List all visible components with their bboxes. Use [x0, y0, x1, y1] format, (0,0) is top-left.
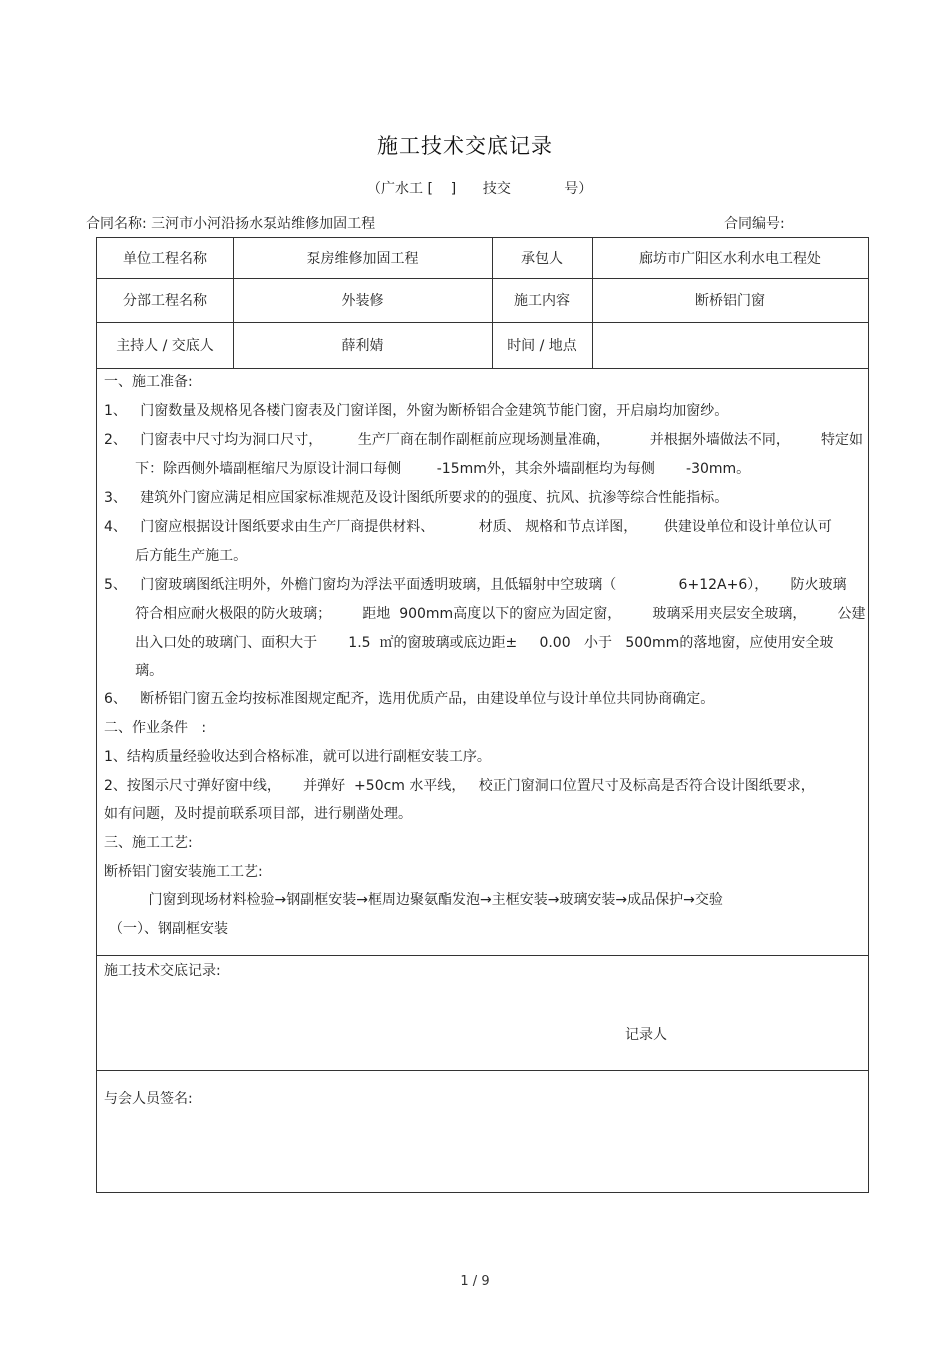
recorder-label: 记录人 [625, 1027, 667, 1043]
table-divider [97, 368, 868, 369]
content-line: 后方能生产施工。 [104, 548, 248, 564]
unit-project-value: 泵房维修加固工程 [306, 251, 419, 267]
content-line: 一、施工准备: [104, 374, 193, 390]
content-line: 璃。 [104, 663, 164, 679]
sub-project-label: 分部工程名称 [123, 293, 207, 309]
content-line: 5、 门窗玻璃图纸注明外，外檐门窗均为浮法平面透明玻璃，且低辐射中空玻璃（ 6+12A+6）， 防火玻璃 [104, 577, 847, 593]
contractor-label: 承包人 [521, 251, 563, 267]
content-line: 1、 门窗数量及规格见各楼门窗表及门窗详图，外窗为断桥铝合金建筑节能门窗，开启扇均加窗纱。 [104, 403, 729, 419]
contract-number: 合同编号: [724, 216, 785, 232]
table-divider [97, 1070, 868, 1071]
construction-content-value: 断桥铝门窗 [695, 293, 765, 309]
table-divider [97, 955, 868, 956]
contract-name: 合同名称: 三河市小河沿扬水泵站维修加固工程 [86, 216, 376, 232]
content-line: 二、作业条件 : [104, 720, 207, 736]
time-place-value [592, 322, 868, 368]
page-number: 1 / 9 [460, 1274, 490, 1289]
content-line: 3、 建筑外门窗应满足相应国家标准规范及设计图纸所要求的的强度、抗风、抗渗等综合性能指标。 [104, 490, 729, 506]
contractor-value: 廊坊市广阳区水利水电工程处 [639, 251, 821, 267]
content-line: 下：除西侧外墙副框缩尺为原设计洞口每侧 -15mm外，其余外墙副框均为每侧 -30mm。 [104, 461, 751, 477]
content-line: 如有问题，及时提前联系项目部，进行剔凿处理。 [104, 806, 412, 822]
record-section-label: 施工技术交底记录: [104, 963, 221, 979]
unit-project-label: 单位工程名称 [123, 251, 207, 267]
content-line: 符合相应耐火极限的防火玻璃； 距地 900mm高度以下的窗应为固定窗， 玻璃采用夹层安全玻璃， 公建 [104, 606, 866, 622]
record-table [96, 237, 869, 1193]
host-value: 薛利婧 [341, 338, 384, 354]
content-line: 1、结构质量经验收达到合格标准，就可以进行副框安装工序。 [104, 749, 491, 765]
construction-content-label: 施工内容 [514, 293, 570, 309]
content-line: （一）、钢副框安装 [109, 921, 228, 937]
attendee-signature-label: 与会人员签名: [104, 1091, 193, 1107]
sub-project-value: 外装修 [341, 293, 384, 309]
content-line: 断桥铝门窗安装施工工艺: [104, 864, 263, 880]
host-label: 主持人 / 交底人 [116, 338, 214, 354]
content-line: 三、施工工艺: [104, 835, 193, 851]
document-subtitle: （广水工 [ ] 技交 号） [367, 181, 593, 197]
content-line: 4、 门窗应根据设计图纸要求由生产厂商提供材料、 材质、 规格和节点详图， 供建设单位和设计单位认可 [104, 519, 832, 535]
time-place-label: 时间 / 地点 [507, 338, 577, 354]
content-line: 2、 门窗表中尺寸均为洞口尺寸， 生产厂商在制作副框前应现场测量准确， 并根据外墙做法不同， 特定如 [104, 432, 864, 448]
document-title: 施工技术交底记录 [377, 134, 553, 158]
content-line: 6、 断桥铝门窗五金均按标准图规定配齐，选用优质产品，由建设单位与设计单位共同协商确定。 [104, 691, 715, 707]
content-line: 门窗到现场材料检验→钢副框安装→框周边聚氨酯发泡→主框安装→玻璃安装→成品保护→交验 [104, 892, 723, 908]
content-line: 2、按图示尺寸弹好窗中线， 并弹好 +50cm 水平线， 校正门窗洞口位置尺寸及标高是否符合设计图纸要求， [104, 778, 815, 794]
content-line: 出入口处的玻璃门、面积大于 1.5 ㎡的窗玻璃或底边距± 0.00 小于 500mm的落地窗，应使用安全玻 [104, 635, 834, 651]
